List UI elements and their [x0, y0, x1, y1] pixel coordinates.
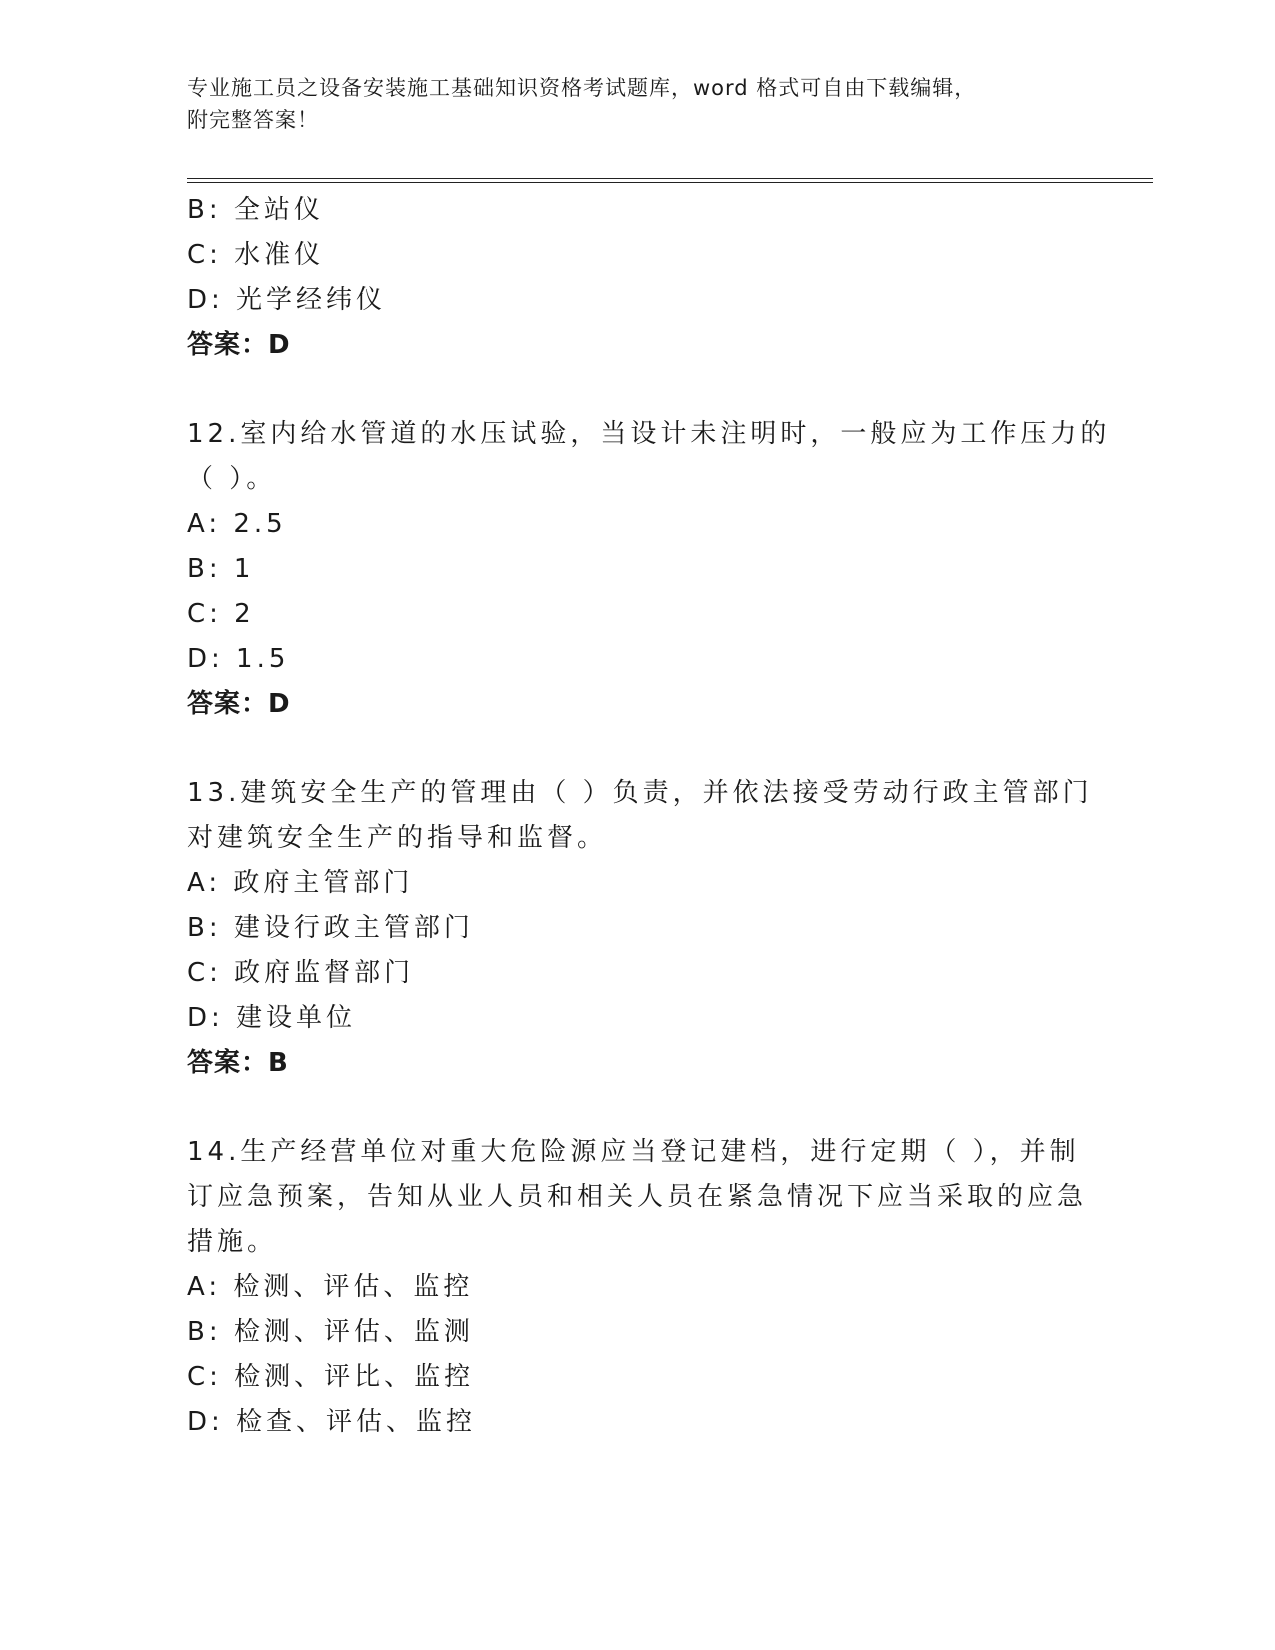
- q14-stem-line-1: 14.生产经营单位对重大危险源应当登记建档，进行定期（ ），并制: [187, 1137, 1080, 1167]
- q14-option-a: A: 检测、评估、监控: [187, 1272, 474, 1302]
- q13-stem-line-1: 13.建筑安全生产的管理由（ ）负责，并依法接受劳动行政主管部门: [187, 778, 1093, 808]
- q14-stem-line-2: 订应急预案，告知从业人员和相关人员在紧急情况下应当采取的应急: [187, 1182, 1088, 1212]
- header-line-1: 专业施工员之设备安装施工基础知识资格考试题库，word 格式可自由下载编辑，: [187, 76, 977, 100]
- q13-option-c: C: 政府监督部门: [187, 958, 415, 988]
- q12-option-c: C: 2: [187, 599, 255, 629]
- q12-stem-line-1: 12.室内给水管道的水压试验，当设计未注明时，一般应为工作压力的: [187, 419, 1111, 449]
- q12-stem-line-2: （ ）。: [187, 464, 277, 494]
- q14-option-d: D: 检查、评估、监控: [187, 1407, 477, 1437]
- q13-option-d: D: 建设单位: [187, 1003, 357, 1033]
- q12-option-d: D: 1.5: [187, 644, 290, 674]
- q11-option-d: D: 光学经纬仪: [187, 285, 387, 315]
- document-header: [187, 72, 1067, 136]
- q12-option-a: A: 2.5: [187, 509, 287, 539]
- header-divider-bottom: [187, 182, 1153, 183]
- header-line-2: 附完整答案！: [187, 108, 319, 132]
- q11-answer: 答案：D: [187, 330, 291, 360]
- q13-option-b: B: 建设行政主管部门: [187, 913, 474, 943]
- header-divider-top: [187, 178, 1153, 179]
- q12-option-b: B: 1: [187, 554, 255, 584]
- q12-answer: 答案：D: [187, 689, 291, 719]
- q14-stem-line-3: 措施。: [187, 1227, 278, 1257]
- q11-option-b: B: 全站仪: [187, 195, 324, 225]
- q14-option-b: B: 检测、评估、监测: [187, 1317, 474, 1347]
- q11-option-c: C: 水准仪: [187, 240, 325, 270]
- q14-option-c: C: 检测、评比、监控: [187, 1362, 475, 1392]
- q13-answer: 答案：B: [187, 1048, 289, 1078]
- q13-option-a: A: 政府主管部门: [187, 868, 414, 898]
- q13-stem-line-2: 对建筑安全生产的指导和监督。: [187, 823, 608, 853]
